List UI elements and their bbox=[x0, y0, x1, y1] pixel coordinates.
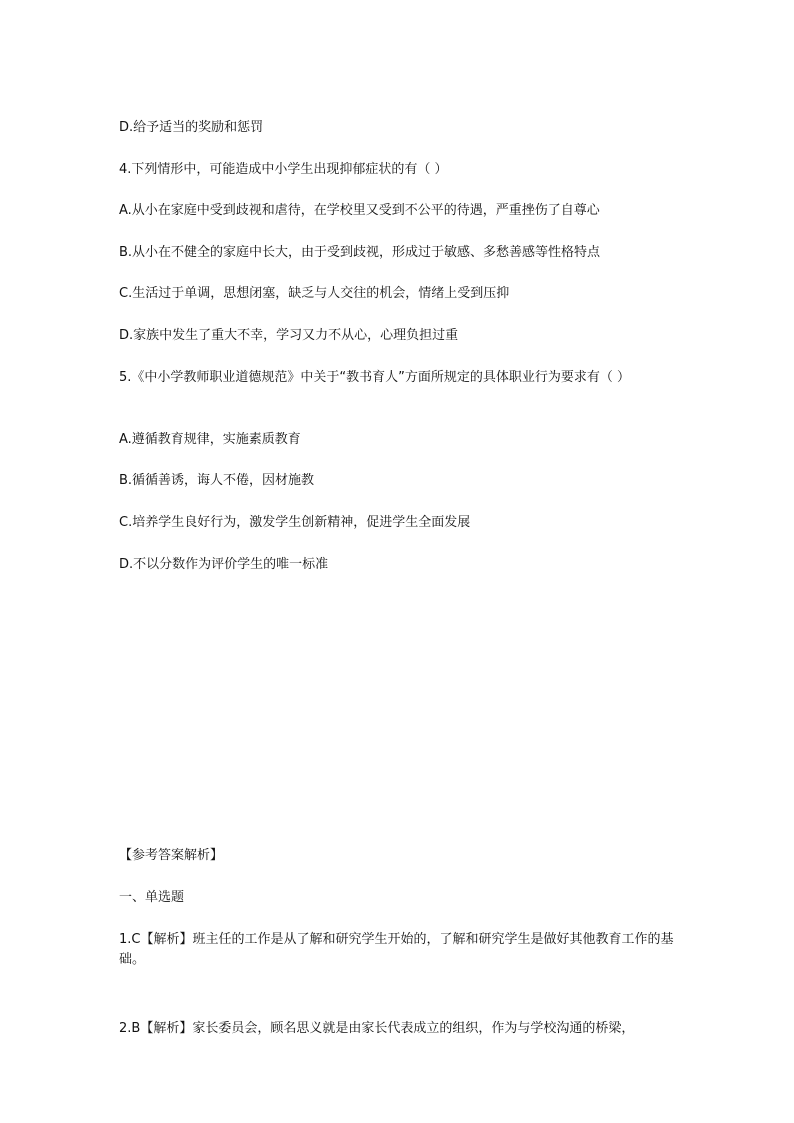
q4-stem: 4.下列情形中，可能造成中小学生出现抑郁症状的有（ ） bbox=[119, 162, 448, 177]
answers-section-title: 一、单选题 bbox=[119, 890, 185, 905]
q5-option-d: D.不以分数作为评价学生的唯一标准 bbox=[119, 557, 329, 572]
q5-option-a: A.遵循教育规律，实施素质教育 bbox=[119, 432, 301, 447]
answer-1: 1.C【解析】班主任的工作是从了解和研究学生开始的，了解和研究学生是做好其他教育工作的基础。 bbox=[119, 932, 674, 967]
q4-option-b: B.从小在不健全的家庭中长大，由于受到歧视，形成过于敏感、多愁善感等性格特点 bbox=[119, 245, 601, 260]
q5-option-c: C.培养学生良好行为，激发学生创新精神，促进学生全面发展 bbox=[119, 515, 471, 530]
q4-option-a: A.从小在家庭中受到歧视和虐待，在学校里又受到不公平的待遇，严重挫伤了自尊心 bbox=[119, 203, 600, 218]
q4-option-c: C.生活过于单调，思想闭塞，缺乏与人交往的机会，情绪上受到压抑 bbox=[119, 286, 510, 301]
answers-heading: 【参考答案解析】 bbox=[119, 848, 224, 863]
q3-option-d: D.给予适当的奖励和惩罚 bbox=[119, 120, 264, 135]
q5-stem: 5.《中小学教师职业道德规范》中关于“教书育人”方面所规定的具体职业行为要求有（ ） bbox=[119, 370, 631, 385]
answer-2: 2.B【解析】家长委员会，顾名思义就是由家长代表成立的组织，作为与学校沟通的桥梁， bbox=[119, 1021, 635, 1036]
q5-option-b: B.循循善诱，诲人不倦，因材施教 bbox=[119, 473, 315, 488]
q4-option-d: D.家族中发生了重大不幸，学习又力不从心，心理负担过重 bbox=[119, 328, 459, 343]
